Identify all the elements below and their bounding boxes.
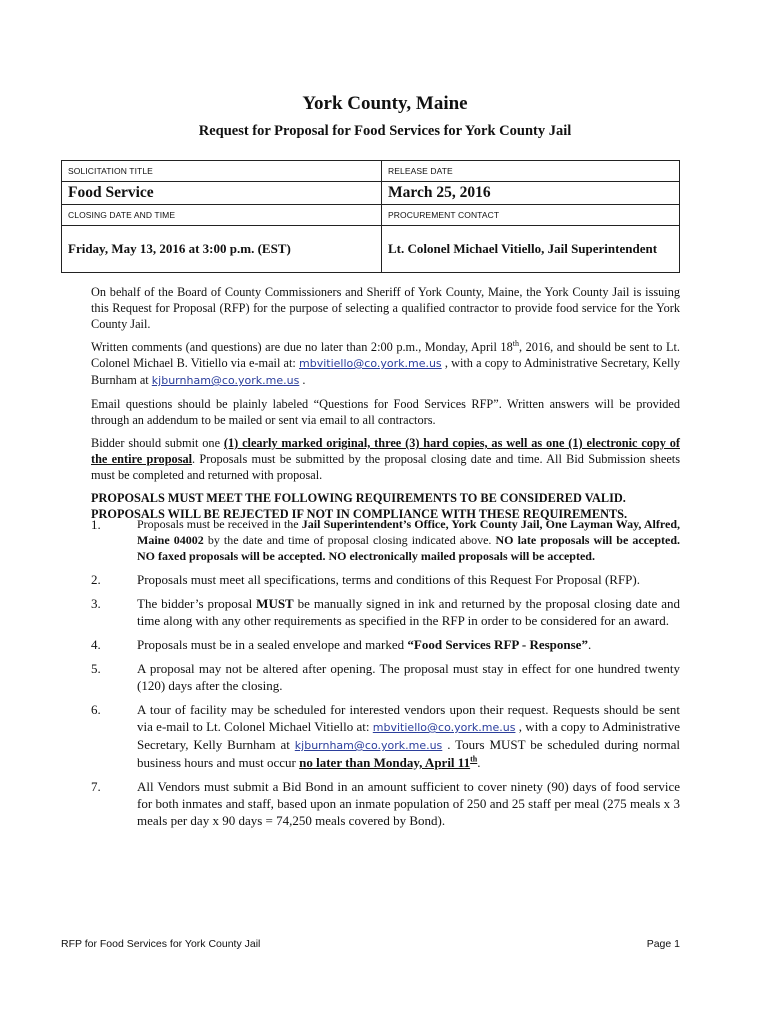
tour-deadline-text: no later than Monday, April 11 [299,755,471,770]
item-text-bold: “Food Services RFP - Response” [407,637,588,652]
item-text-part: be manually signed in ink and returned by the proposal closing date and time along with any other requirements as specified in the RFP in order to be considered for an award. [137,596,680,628]
list-item [91,778,680,829]
superscript: th [470,754,478,764]
item-text-part: The bidder’s proposal [137,596,257,611]
closing-date-value: Friday, May 13, 2016 at 3:00 p.m. (EST) [62,226,382,273]
item-text [137,595,680,629]
item-text-part: by the date and time of proposal closing indicated above. [203,533,496,547]
item-text: Proposals must meet all specifications, terms and conditions of this Request For Proposal (RFP). [137,572,640,587]
procurement-contact-label: PROCUREMENT CONTACT [382,205,680,226]
item-number: 4. [91,637,101,652]
document-title: York County, Maine [302,93,468,114]
submission-copies-text: (1) clearly marked original, three (3) hard copies, as well as one (1) electronic copy of the entire proposal [91,436,680,466]
email-link-burnham[interactable]: kjburnham@co.york.me.us [151,374,300,387]
submission-paragraph [91,435,680,483]
item-number: 2. [91,572,101,587]
comments-text: . [299,373,306,387]
list-item [91,660,680,694]
item-text: A proposal may not be altered after opening. The proposal must stay in effect for one hundred twenty (120) days after the closing. [137,661,680,693]
submission-text: . Proposals must be submitted by the proposal closing date and time. All Bid Submission sheets must be completed and returned with proposal. [91,452,680,482]
page-footer [61,938,680,950]
comments-paragraph [91,339,680,389]
email-link-vitiello[interactable]: mbvitiello@co.york.me.us [372,721,516,734]
item-text [137,516,680,564]
item-text-part: . Tours MUST be scheduled during normal business hours and must occur [137,737,680,770]
item-text-part: A tour of facility may be scheduled for interested vendors upon their request. Requests should be sent via e-mail to Lt. Colonel Michael Vitiello at: [137,702,680,734]
list-item [91,571,680,588]
item-number: 6. [91,702,101,717]
item-number: 1. [91,517,101,532]
requirements-line-1: PROPOSALS MUST MEET THE FOLLOWING REQUIREMENTS TO BE CONSIDERED VALID. [91,491,626,505]
item-text-part: . [587,637,592,652]
page-number: Page 1 [646,938,680,950]
list-item [91,595,680,629]
document-subtitle: Request for Proposal for Food Services for York County Jail [198,123,572,139]
list-item [91,701,680,771]
item-number: 3. [91,596,101,611]
item-text [137,636,680,653]
submission-text: Bidder should submit one [91,436,224,450]
body-text [91,284,680,525]
closing-date-label: CLOSING DATE AND TIME [62,205,382,226]
footer-title: RFP for Food Services for York County Jail [61,938,261,950]
comments-text: , with a copy to Administrative Secretary, Kelly Burnham at [91,356,680,387]
solicitation-title-value: Food Service [62,182,382,205]
item-text: All Vendors must submit a Bid Bond in an amount sufficient to cover ninety (90) days of food service for both inmates and staff, based upon an inmate population of 250 and 25 staff per meal (275 meals x 3 meals per day x 90 days = 74,250 meals covered by Bond). [137,779,680,828]
item-text-part: Proposals must be in a sealed envelope and marked [137,637,408,652]
item-number: 7. [91,779,101,794]
item-text [137,701,680,771]
list-item [91,516,680,564]
email-questions-paragraph: Email questions should be plainly labeled “Questions for Food Services RFP”. Written answers will be provided through an addendum to be mailed or sent via email to all contractors. [91,397,680,427]
item-text-bold: NO late proposals will be accepted. NO faxed proposals will be accepted. NO electronically mailed proposals will be accepted. [137,533,681,563]
email-link-vitiello[interactable]: mbvitiello@co.york.me.us [299,357,442,370]
item-text-part: , with a copy to Administrative Secretary, Kelly Burnham at [137,719,680,752]
solicitation-info-table [61,160,680,273]
procurement-contact-value: Lt. Colonel Michael Vitiello, Jail Superintendent [382,226,680,273]
item-text-bold: MUST [256,596,294,611]
comments-text: , 2016, and should be sent to Lt. Colonel Michael B. Vitiello via e-mail at: [91,340,680,370]
item-text-bold: Jail Superintendent’s Office, York County Jail, One Layman Way, Alfred, Maine 04002 [137,517,680,547]
superscript: th [512,338,519,348]
email-link-burnham[interactable]: kjburnham@co.york.me.us [294,739,443,752]
intro-paragraph: On behalf of the Board of County Commissioners and Sheriff of York County, Maine, the York County Jail is issuing this Request for Proposal (RFP) for the purpose of selecting a qualified contractor to provide food service for the York County Jail. [91,285,680,331]
list-item [91,636,680,653]
comments-text: Written comments (and questions) are due no later than 2:00 p.m., Monday, April 18 [91,340,513,354]
requirements-list [91,516,680,836]
release-date-label: RELEASE DATE [382,161,680,182]
release-date-value: March 25, 2016 [382,182,680,205]
item-text-part: . [477,755,481,770]
solicitation-title-label: SOLICITATION TITLE [62,161,382,182]
requirements-line-2: PROPOSALS WILL BE REJECTED IF NOT IN COMPLIANCE WITH THESE REQUIREMENTS. [91,507,628,521]
item-number: 5. [91,661,101,676]
item-text-part: Proposals must be received in the [137,517,302,531]
